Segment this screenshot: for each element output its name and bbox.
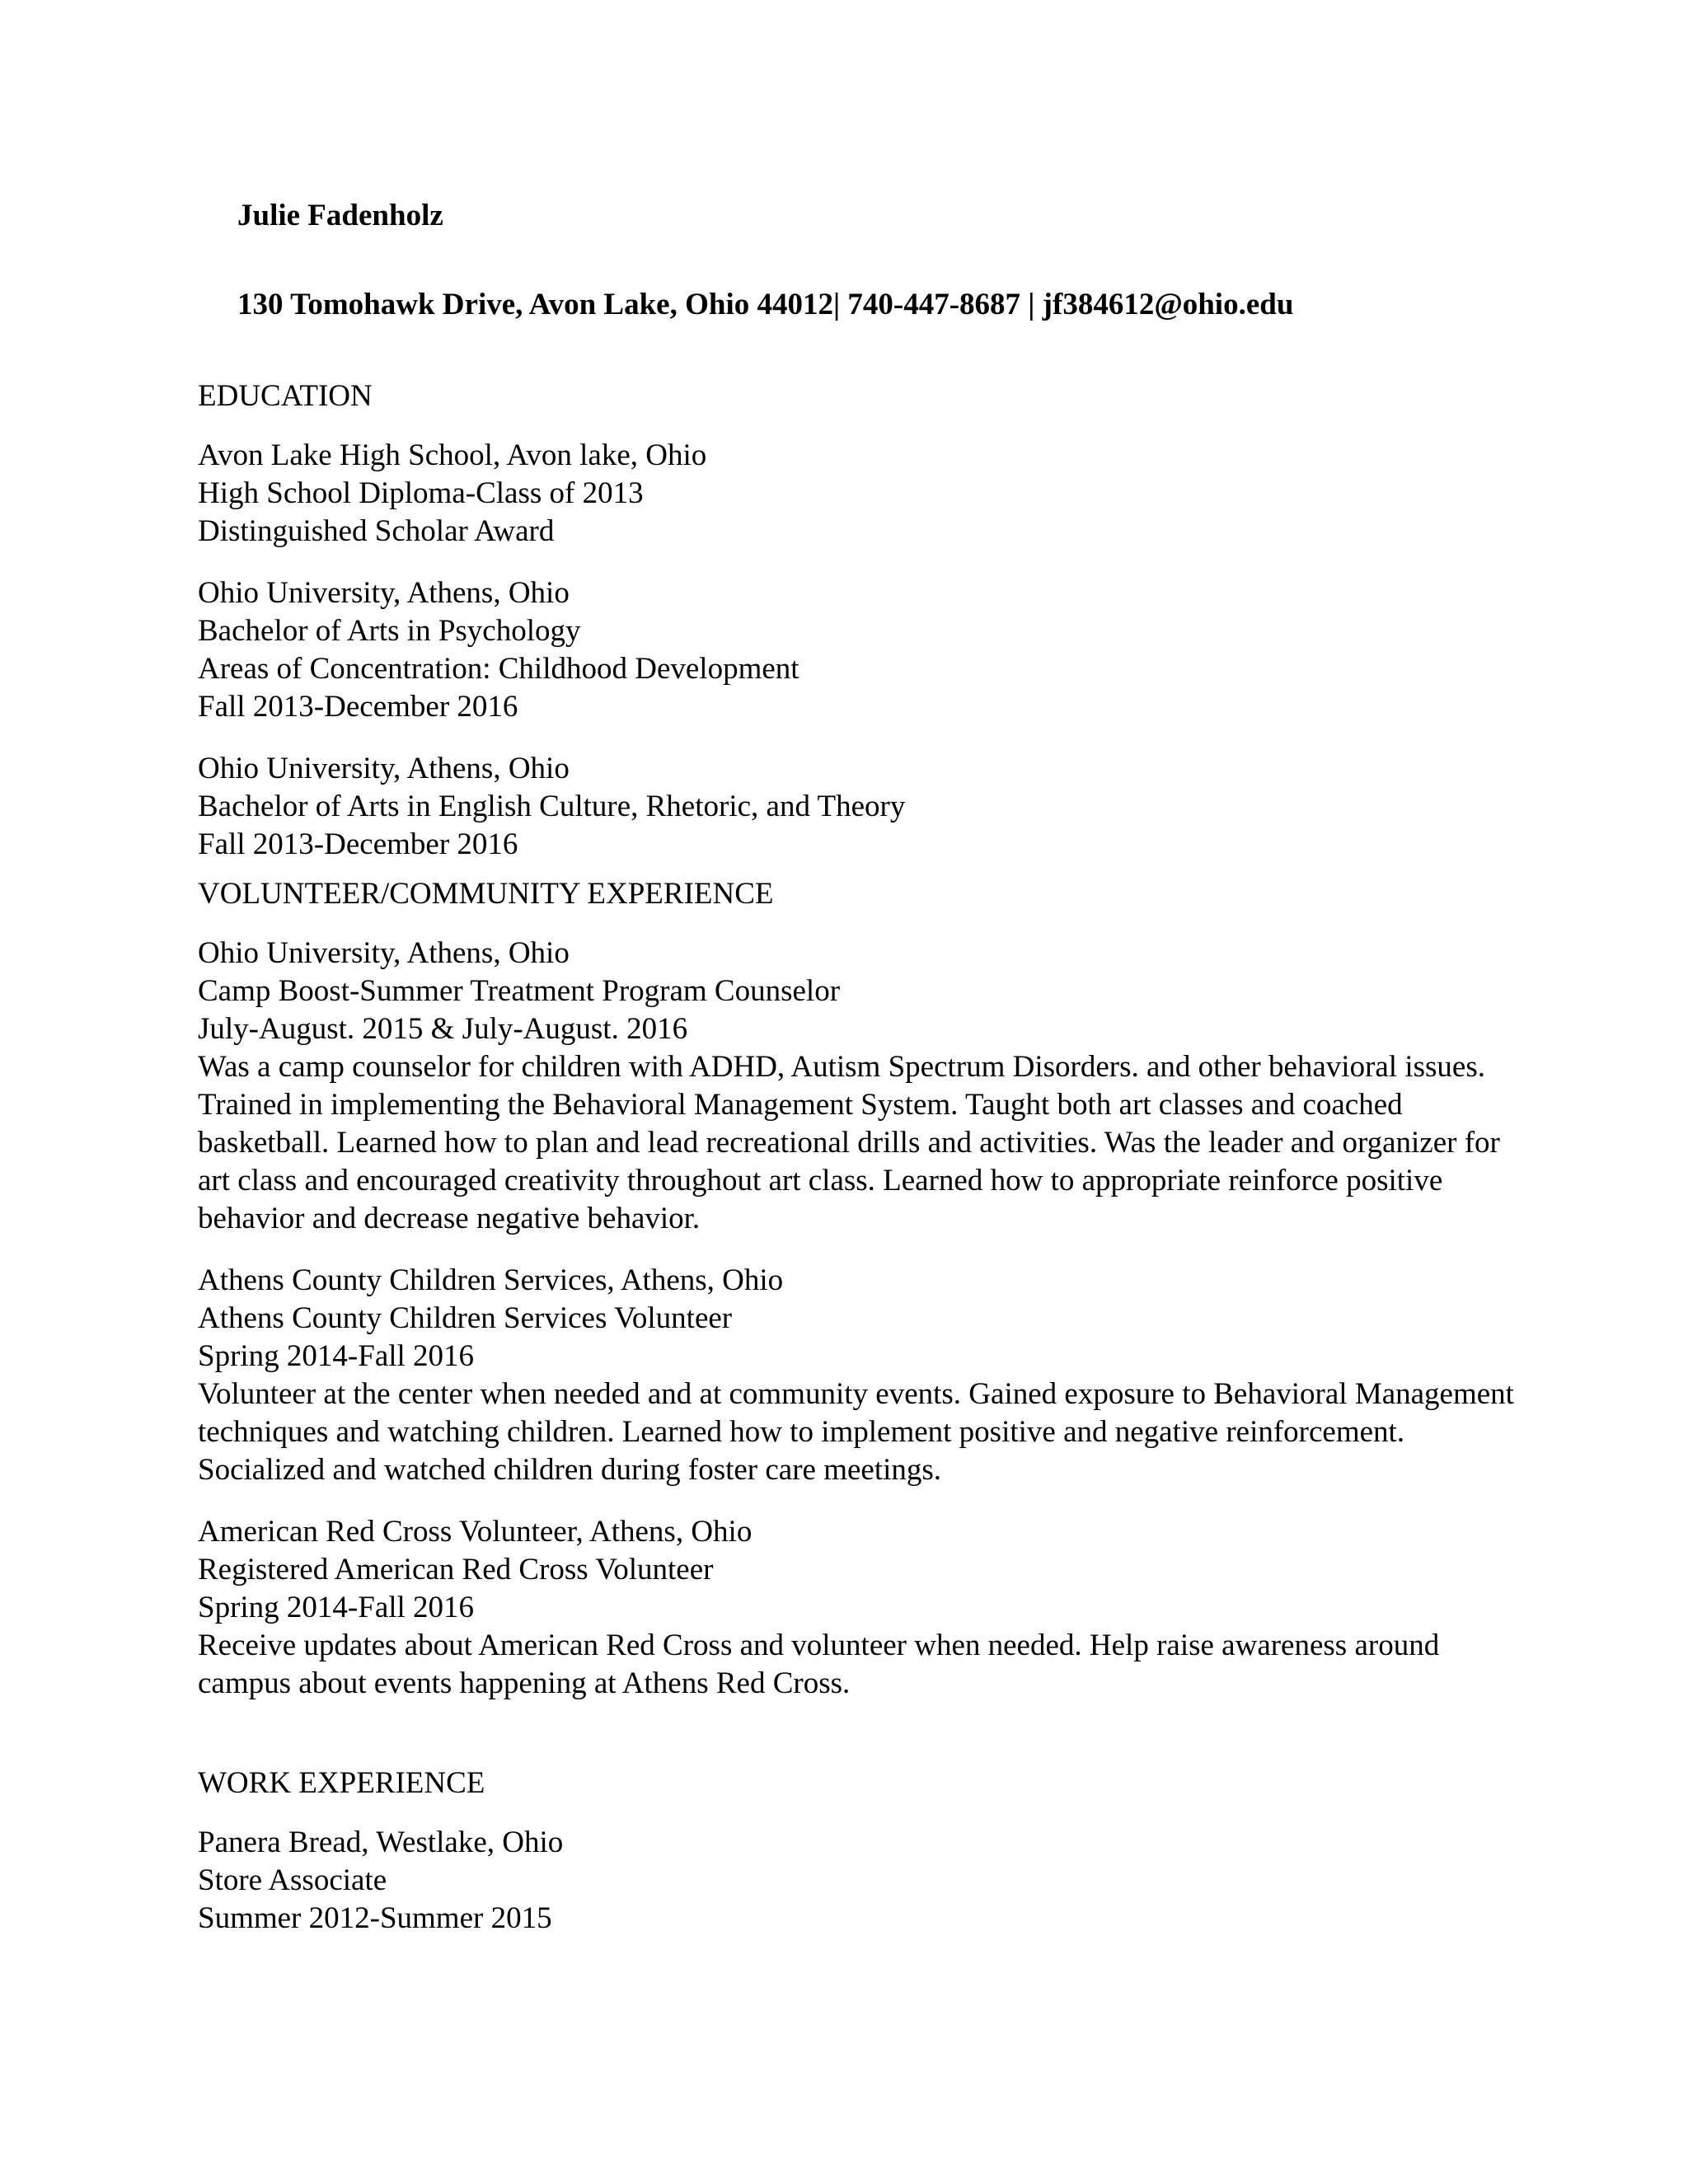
entry-line: Areas of Concentration: Childhood Development [198, 652, 799, 686]
applicant-name: Julie Fadenholz [237, 199, 443, 232]
entry-line: Spring 2014-Fall 2016 [198, 1339, 475, 1373]
entry-line: Bachelor of Arts in Psychology [198, 614, 581, 648]
entry-line: Ohio University, Athens, Ohio [198, 752, 570, 785]
entry-description: Receive updates about American Red Cross and volunteer when needed. Help raise awareness around campus about events happening at Athens Red Cross. [198, 1629, 1440, 1700]
work-entry [198, 1824, 1517, 1938]
entry-line: American Red Cross Volunteer, Athens, Ohio [198, 1515, 753, 1549]
section-heading: EDUCATION [198, 379, 373, 413]
work-section [198, 1765, 1517, 1938]
entry-line: Fall 2013-December 2016 [198, 827, 518, 861]
section-heading: WORK EXPERIENCE [198, 1766, 485, 1800]
entry-line: Summer 2012-Summer 2015 [198, 1901, 552, 1935]
entry-line: Registered American Red Cross Volunteer [198, 1553, 714, 1586]
resume-body [198, 377, 1517, 1961]
education-entry [198, 574, 1517, 726]
volunteer-entry [198, 935, 1517, 1238]
education-section [198, 377, 1517, 864]
entry-line: Avon Lake High School, Avon lake, Ohio [198, 438, 707, 472]
volunteer-section [198, 875, 1517, 1765]
entry-line: Spring 2014-Fall 2016 [198, 1591, 475, 1624]
entry-line: July-August. 2015 & July-August. 2016 [198, 1012, 688, 1046]
volunteer-entry [198, 1262, 1517, 1489]
entry-description: Volunteer at the center when needed and at community events. Gained exposure to Behavioral Management techniques and watching children. Learned how to implement positive and negative reinforcement. Socialized and watched children during foster care meetings. [198, 1377, 1514, 1487]
education-entry [198, 437, 1517, 551]
entry-line: Ohio University, Athens, Ohio [198, 936, 570, 970]
entry-line: Athens County Children Services, Athens, Ohio [198, 1263, 784, 1297]
entry-line: Fall 2013-December 2016 [198, 690, 518, 724]
entry-line: Athens County Children Services Volunteer [198, 1301, 733, 1335]
entry-line: Panera Bread, Westlake, Ohio [198, 1825, 564, 1859]
entry-description: Was a camp counselor for children with ADHD, Autism Spectrum Disorders. and other behavioral issues. Trained in implementing the Behavioral Management System. Taught both art classes and coached basketball. Learned how to plan and lead recreational drills and activities. Was the leader and organizer for art class and encouraged creativity throughout art class. Learned how to appropriate reinforce positive behavior and decrease negative behavior. [198, 1050, 1500, 1235]
entry-line: High School Diploma-Class of 2013 [198, 476, 644, 510]
contact-line: 130 Tomohawk Drive, Avon Lake, Ohio 44012| 740-447-8687 | jf384612@ohio.edu [237, 288, 1294, 321]
volunteer-entry [198, 1513, 1517, 1703]
entry-line: Camp Boost-Summer Treatment Program Counselor [198, 974, 841, 1008]
entry-line: Distinguished Scholar Award [198, 514, 555, 548]
spacer [198, 1727, 1517, 1765]
entry-line: Bachelor of Arts in English Culture, Rhetoric, and Theory [198, 790, 906, 823]
education-entry [198, 750, 1517, 864]
entry-line: Store Associate [198, 1863, 387, 1897]
entry-line: Ohio University, Athens, Ohio [198, 576, 570, 610]
section-heading: VOLUNTEER/COMMUNITY EXPERIENCE [198, 877, 774, 911]
